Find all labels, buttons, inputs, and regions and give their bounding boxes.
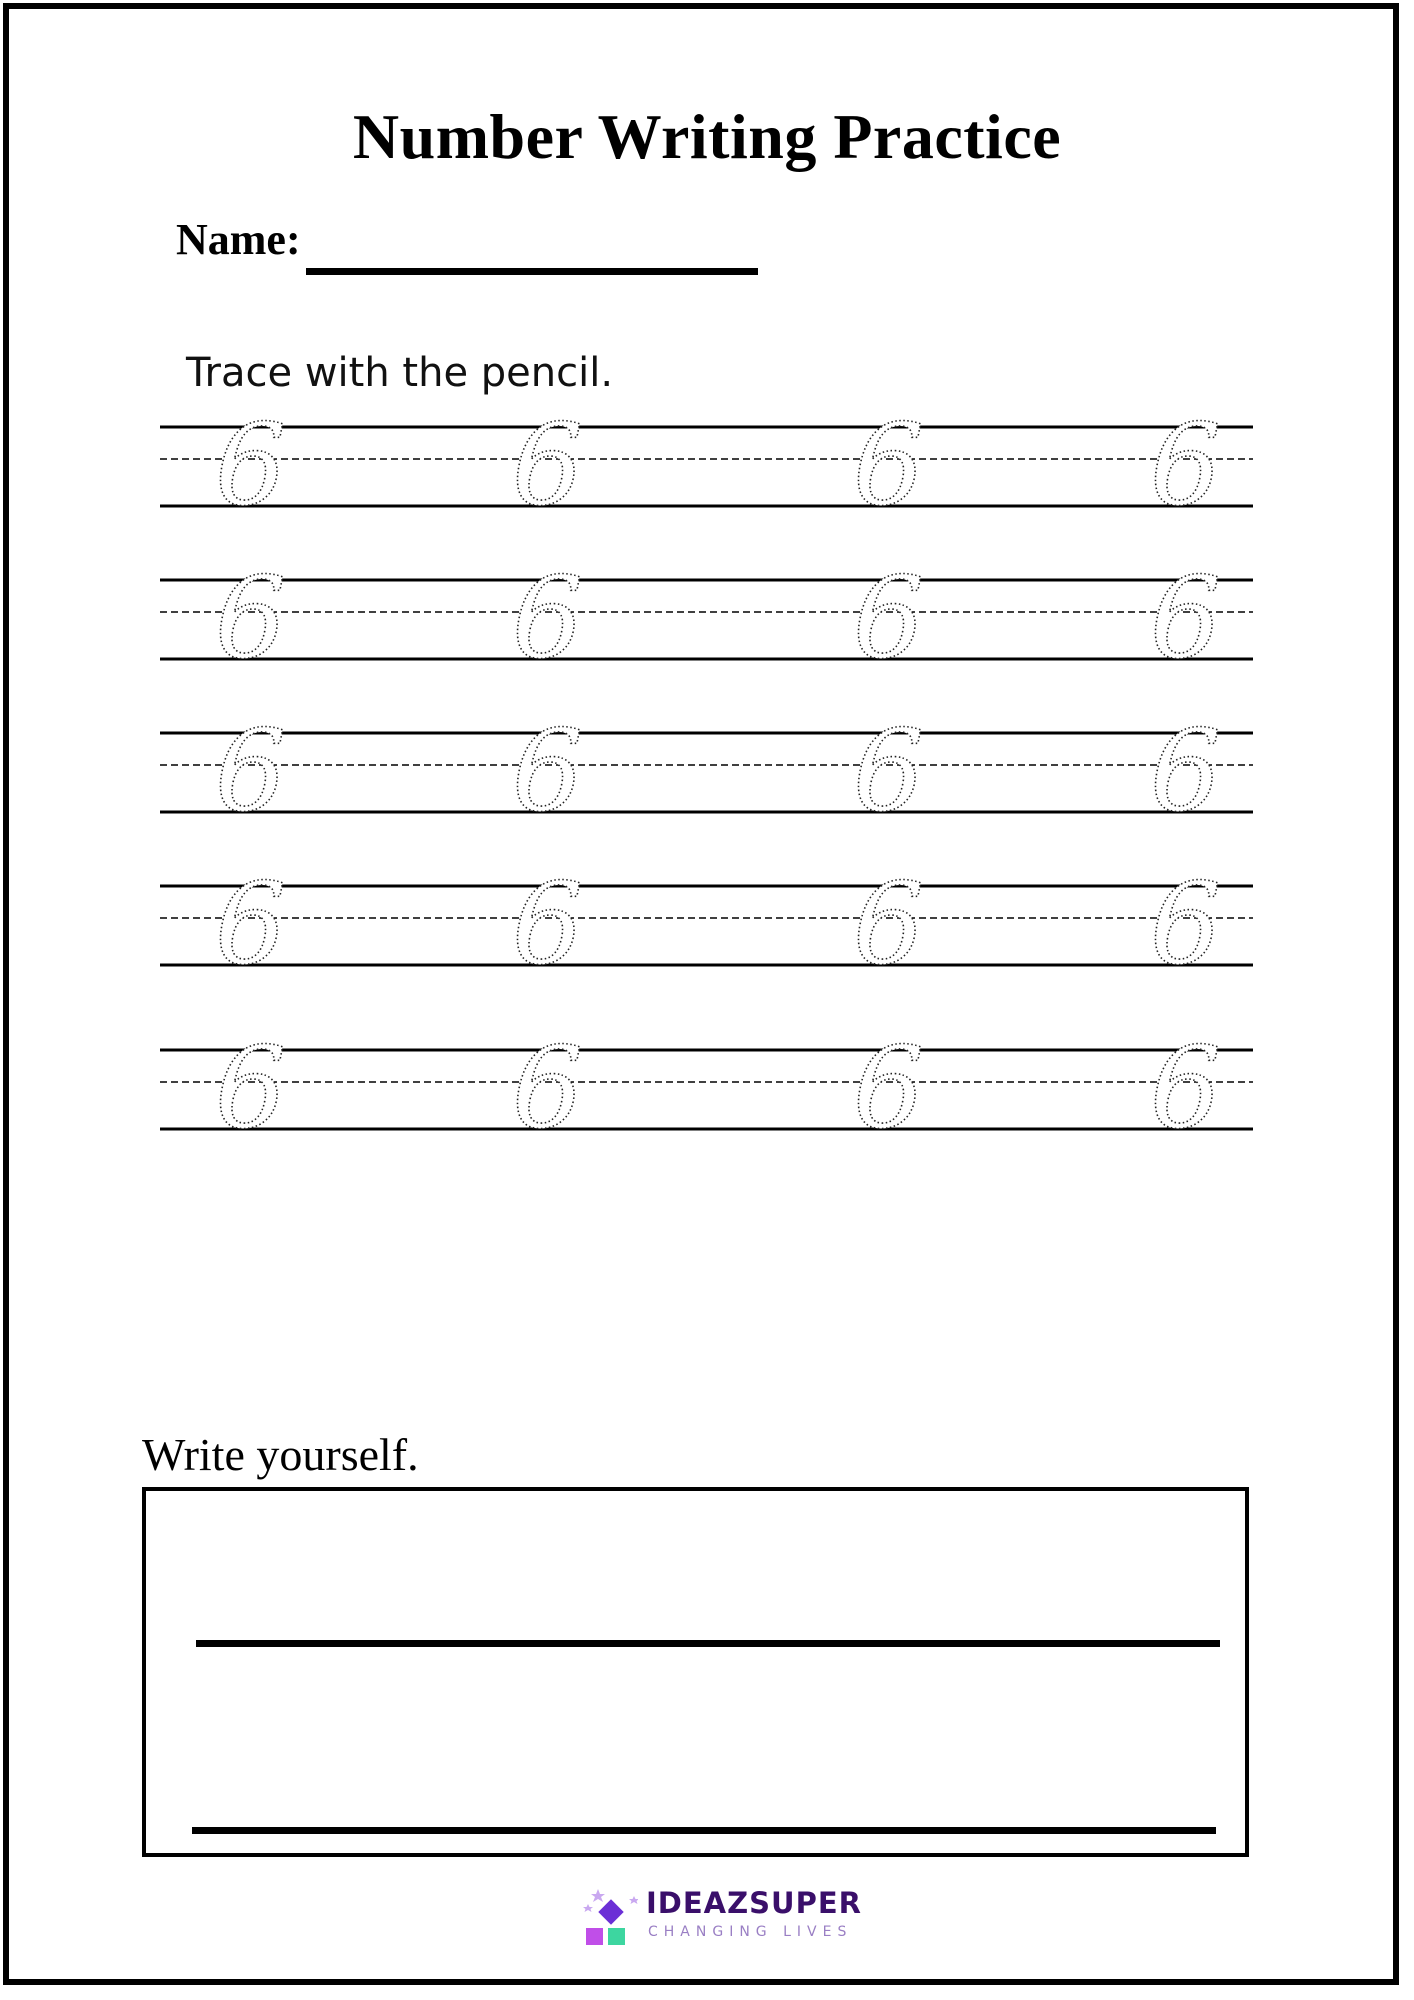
- star-icon: [629, 1896, 638, 1904]
- trace-digit: 6: [512, 1024, 584, 1154]
- trace-digit: 6: [512, 860, 584, 990]
- pink-square-icon: [586, 1928, 603, 1945]
- logo-mark-icon: [576, 1886, 638, 1946]
- trace-row[interactable]: [160, 1024, 1253, 1154]
- name-label: Name:: [176, 215, 301, 264]
- trace-digit: 6: [215, 1024, 287, 1154]
- trace-digit: 6: [512, 401, 584, 531]
- trace-digit: 6: [853, 707, 925, 837]
- logo-tagline: CHANGING LIVES: [648, 1924, 853, 1940]
- trace-digit: 6: [853, 554, 925, 684]
- trace-digit: 6: [853, 401, 925, 531]
- trace-row[interactable]: [160, 860, 1253, 990]
- trace-digit: 6: [1150, 554, 1222, 684]
- trace-digit: 6: [512, 707, 584, 837]
- diamond-icon: [598, 1899, 623, 1924]
- trace-digit: 6: [1150, 1024, 1222, 1154]
- write-line: [196, 1640, 1220, 1647]
- trace-digit: 6: [215, 707, 287, 837]
- star-icon: [583, 1904, 593, 1912]
- trace-digit: 6: [1150, 401, 1222, 531]
- trace-digit: 6: [215, 554, 287, 684]
- trace-digit: 6: [215, 860, 287, 990]
- page-title: Number Writing Practice: [352, 101, 1062, 172]
- trace-row[interactable]: [160, 707, 1253, 837]
- write-instruction: Write yourself.: [142, 1429, 419, 1480]
- trace-digit: 6: [853, 860, 925, 990]
- trace-digit: 6: [512, 554, 584, 684]
- write-line: [192, 1827, 1216, 1834]
- write-box[interactable]: [142, 1487, 1249, 1857]
- trace-row[interactable]: [160, 401, 1253, 531]
- trace-row[interactable]: [160, 554, 1253, 684]
- trace-digit: 6: [1150, 860, 1222, 990]
- trace-digit: 6: [1150, 707, 1222, 837]
- brand-logo: [576, 1886, 876, 1946]
- green-square-icon: [608, 1928, 625, 1945]
- logo-name: IDEAZSUPER: [646, 1886, 862, 1920]
- trace-digit: 6: [853, 1024, 925, 1154]
- trace-instruction: Trace with the pencil.: [186, 350, 614, 396]
- trace-digit: 6: [215, 401, 287, 531]
- star-icon: [591, 1889, 605, 1902]
